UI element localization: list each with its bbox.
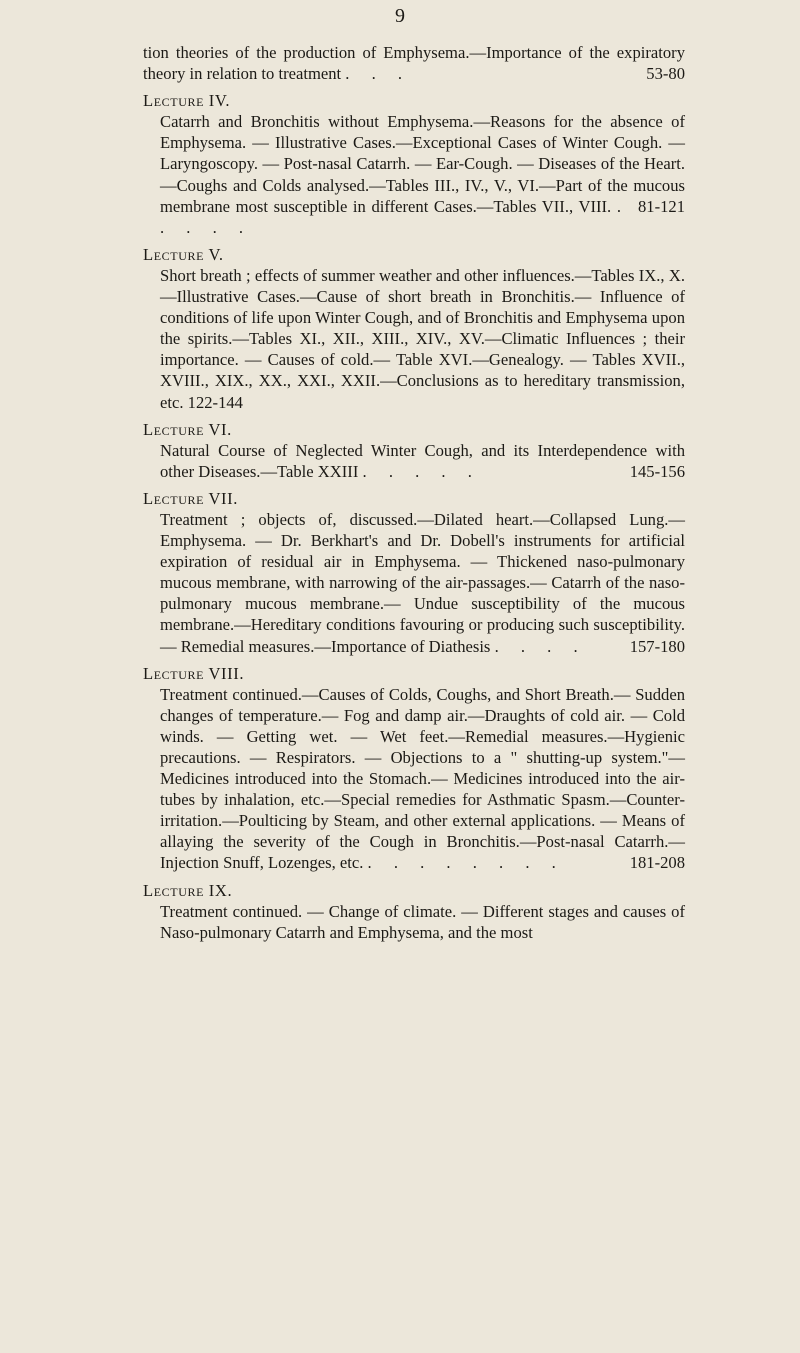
page-range: 181-208	[622, 852, 685, 873]
lecture-heading: Lecture VI.	[143, 419, 232, 439]
page-number: 9	[395, 5, 405, 27]
contents-list	[143, 42, 685, 943]
entry-text: Treatment continued. — Change of climate. — Different stages and causes of Naso-pulmonary Catarrh and Emphysema, and the most	[160, 901, 685, 942]
lecture-heading: Lecture VIII.	[143, 663, 245, 683]
page-range: 122-144	[187, 392, 243, 412]
lecture-entry-vii	[143, 488, 685, 657]
lecture-summary	[143, 440, 685, 482]
leader-dots: . . . .	[494, 636, 587, 656]
lecture-heading: Lecture IX.	[143, 880, 233, 900]
lecture-heading: Lecture IV.	[143, 91, 231, 111]
leader-dots: . . .	[345, 64, 412, 84]
lecture-entry-ix	[143, 880, 685, 943]
lecture-heading: Lecture VII.	[143, 488, 239, 508]
lecture-entry-v	[143, 244, 685, 413]
lecture-summary	[143, 684, 685, 874]
entry-text: Treatment continued.—Causes of Colds, Coughs, and Short Breath.— Sudden changes of temperature.— Fog and damp air.—Draughts of cold air. — Cold winds. — Getting wet. — Wet feet.—Remedial measures.—Hygienic precautions. — Respirators. — Objections to a " shutting-up system."—Medicines introduced into the Stomach.— Medicines introduced into the air-tubes by inhalation, etc.—Special remedies for Asthmatic Spasm.—Counter-irritation.—Poulticing by Steam, and other external applications. — Means of allaying the severity of the Cough in Bronchitis.—Post-nasal Catarrh.—Injection Snuff, Lozenges, etc.	[160, 684, 685, 873]
leader-dots: . . . . .	[362, 461, 481, 481]
lecture-heading: Lecture V.	[143, 244, 224, 264]
lecture-summary	[143, 265, 685, 413]
lecture-summary	[143, 509, 685, 657]
entry-text: Catarrh and Bronchitis without Emphysema.—Reasons for the absence of Emphysema. — Illustrative Cases.—Exceptional Cases of Winter Cough. — Laryngoscopy. — Post-nasal Catarrh. — Ear-Cough. — Diseases of the Heart.—Coughs and Colds analysed.—Tables III., IV., V., VI.—Part of the mucous membrane most susceptible in different Cases.—Tables VII., VIII.	[160, 112, 685, 216]
lecture-entry-viii	[143, 663, 685, 874]
page-range: 145-156	[622, 461, 685, 482]
lecture-summary	[143, 111, 685, 238]
lecture-summary	[143, 901, 685, 943]
leader-dots: . . . . .	[160, 196, 630, 237]
leader-dots: . . . . . . . .	[367, 853, 565, 873]
entry-text: Short breath ; effects of summer weather and other influences.—Tables IX., X.—Illustrative Cases.—Cause of short breath in Bronchitis.— Influence of conditions of life upon Winter Cough, and of Bronchitis and Emphysema upon the spirits.—Tables XI., XII., XIII., XIV., XV.—Climatic Influences ; their importance. — Causes of cold.— Table XVI.—Genealogy. — Tables XVII., XVIII., XIX., XX., XXI., XXII.—Conclusions as to hereditary transmission, etc.	[160, 265, 685, 412]
intro-entry	[143, 42, 685, 84]
lecture-entry-iv	[143, 90, 685, 238]
page-range: 53-80	[638, 63, 685, 84]
lecture-entry-vi	[143, 419, 685, 482]
entry-text: Treatment ; objects of, discussed.—Dilated heart.—Collapsed Lung.— Emphysema. — Dr. Berkhart's and Dr. Dobell's instruments for artificial expiration of residual air in Emphysema. — Thickened naso-pulmonary mucous membrane, with narrowing of the air-passages.— Catarrh of the naso-pulmonary mucous membrane.— Undue susceptibility of the mucous membrane.—Hereditary conditions favouring or producing such susceptibility. — Remedial measures.—Importance of Diathesis	[160, 509, 685, 656]
page-range: 81-121	[630, 196, 685, 217]
entry-text: Natural Course of Neglected Winter Cough, and its Interdependence with other Diseases.—Table XXIII	[160, 440, 685, 481]
entry-text: tion theories of the production of Emphysema.—Importance of the expiratory theory in relation to treatment	[143, 43, 685, 84]
page-range: 157-180	[622, 636, 685, 657]
